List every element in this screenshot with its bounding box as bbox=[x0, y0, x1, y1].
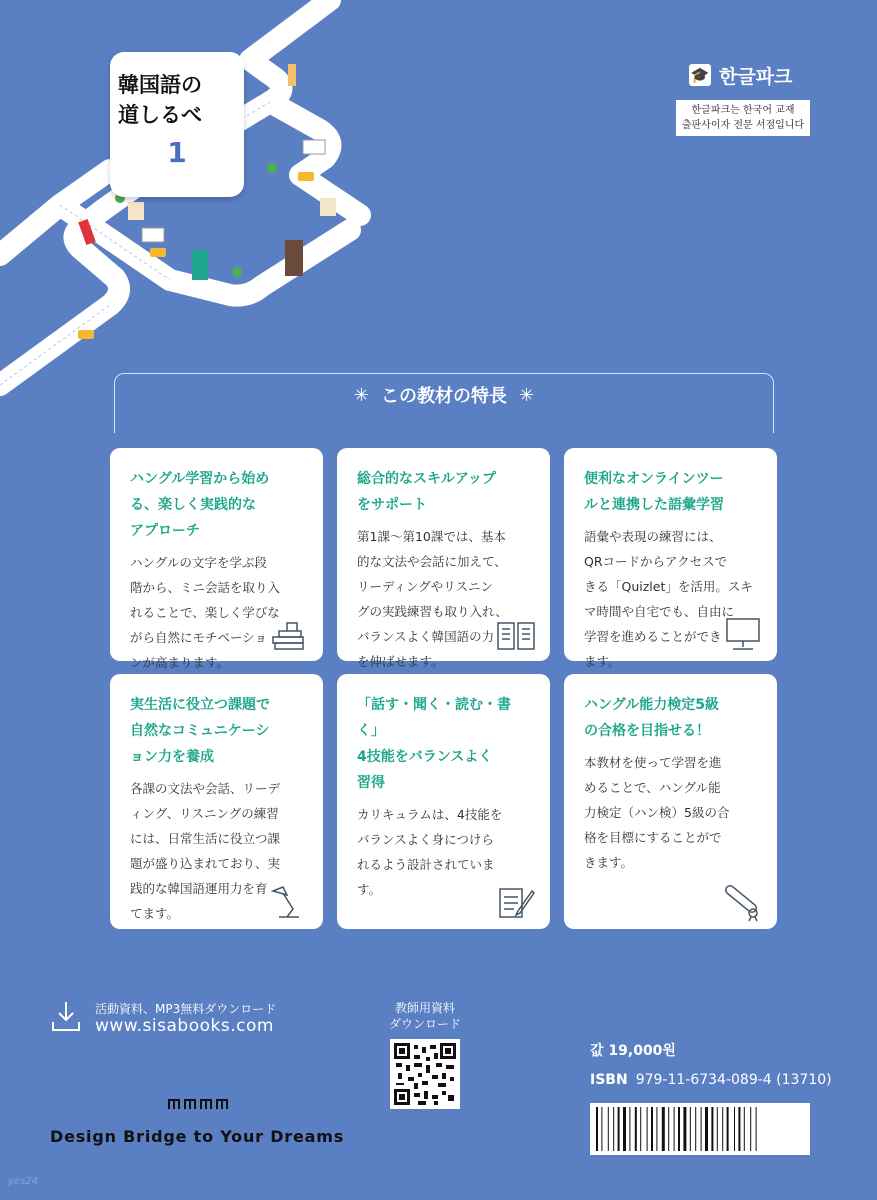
feature-card-title: ハングル学習から始め る、楽しく実践的な アプローチ bbox=[130, 471, 270, 539]
feature-card bbox=[337, 448, 550, 669]
publisher-tagline: 한글파크는 한국어 교재 출판사이자 전문 서점입니다 bbox=[676, 100, 810, 136]
book-title-line1: 韓国語の bbox=[118, 73, 202, 97]
book-title-line2: 道しるべ bbox=[118, 103, 202, 127]
barcode-bar bbox=[756, 1107, 757, 1151]
barcode-bar bbox=[695, 1107, 696, 1151]
features-heading-text: この教材の特長 bbox=[381, 386, 507, 407]
download-url[interactable]: www.sisabooks.com bbox=[95, 1016, 274, 1036]
feature-card bbox=[564, 448, 777, 669]
barcode-bar bbox=[629, 1107, 630, 1151]
barcode-bar bbox=[635, 1107, 637, 1151]
taxi-car bbox=[78, 330, 94, 339]
computer-icon bbox=[723, 615, 763, 653]
barcode-bar bbox=[601, 1107, 602, 1151]
isbn-label: ISBN bbox=[590, 1072, 628, 1088]
barcode-bar bbox=[662, 1107, 665, 1151]
book-volume: 1 bbox=[167, 136, 187, 169]
feature-card-body: ハングルの文字を学ぶ段 階から、ミニ会話を取り入 れることで、楽しく学びな がら自然にモチベーショ ンが高まります。 bbox=[130, 555, 281, 670]
barcode-bar bbox=[711, 1107, 713, 1151]
barcode-bar bbox=[734, 1107, 735, 1151]
desk-lamp-icon bbox=[269, 883, 309, 921]
barcode bbox=[590, 1103, 810, 1155]
letter-block-green bbox=[192, 250, 208, 280]
barcode-bar bbox=[744, 1107, 745, 1151]
open-book-icon bbox=[496, 615, 536, 653]
download-label: 活動資料、MP3無料ダウンロード bbox=[95, 1002, 277, 1016]
barcode-bar bbox=[613, 1107, 614, 1151]
feature-card-title: 実生活に役立つ課題で 自然なコミュニケーシ ョン力を養成 bbox=[130, 697, 270, 765]
barcode-bar bbox=[596, 1107, 598, 1151]
qr-code-image bbox=[394, 1043, 456, 1105]
barcode-bar bbox=[750, 1107, 751, 1151]
barcode-bar bbox=[738, 1107, 740, 1151]
brand-slogan: Design Bridge to Your Dreams bbox=[50, 1127, 345, 1146]
publisher-name: 한글파크 bbox=[719, 65, 793, 88]
price: 값 19,000원 bbox=[590, 1043, 676, 1059]
letter-block-yellow bbox=[288, 64, 296, 86]
sparkle-icon: ✳ bbox=[353, 384, 369, 406]
feature-card-title: 「話す・聞く・読む・書く」 4技能をバランスよく 習得 bbox=[357, 697, 511, 791]
books-icon bbox=[269, 615, 309, 653]
barcode-bar bbox=[618, 1107, 620, 1151]
qr-code[interactable] bbox=[390, 1039, 460, 1109]
isbn bbox=[590, 1072, 832, 1088]
features-heading bbox=[300, 382, 588, 408]
feature-card-title: 総合的なスキルアップ をサポート bbox=[357, 471, 496, 513]
feature-card bbox=[564, 674, 777, 929]
feature-card-body: 第1課〜第10課では、基本 的な文法や会話に加えて、 リーディングやリスニン グの実践練習も取り入れ、 バランスよく韓国語の力 を伸ばせます。 bbox=[357, 529, 508, 669]
publisher-logo bbox=[689, 62, 792, 88]
feature-card-title: ハングル能力検定5級 の合格を目指せる！ bbox=[584, 697, 720, 739]
taxi-car bbox=[150, 248, 166, 257]
barcode-bar bbox=[727, 1107, 729, 1151]
book-title-card bbox=[110, 52, 244, 197]
house bbox=[320, 198, 336, 216]
barcode-bar bbox=[705, 1107, 708, 1151]
feature-card-body: 各課の文法や会話、リーデ ィング、リスニングの練習 には、日常生活に役立つ課 題が盛り込まれており、実 践的な韓国語運用力を育 てます。 bbox=[130, 781, 281, 921]
teacher-download-label: 教師用資料 ダウンロード bbox=[388, 1001, 461, 1031]
barcode-bar bbox=[722, 1107, 723, 1151]
feature-card bbox=[337, 674, 550, 929]
barcode-bar bbox=[656, 1107, 657, 1151]
diploma-icon bbox=[723, 883, 763, 921]
brand-logo-mark bbox=[167, 1097, 237, 1111]
download-icon bbox=[50, 1000, 82, 1032]
sparkle-icon: ✳ bbox=[519, 384, 535, 406]
sign-board bbox=[142, 228, 164, 242]
barcode-bar bbox=[678, 1107, 680, 1151]
barcode-bar bbox=[623, 1107, 626, 1151]
barcode-bar bbox=[674, 1107, 675, 1151]
barcode-bar bbox=[717, 1107, 718, 1151]
barcode-bar bbox=[640, 1107, 641, 1151]
notepad-pen-icon bbox=[496, 883, 536, 921]
isbn-value: 979-11-6734-089-4 (13710) bbox=[635, 1072, 832, 1088]
feature-card-body: カリキュラムは、4技能を バランスよく身につけら れるよう設計されていま す。 bbox=[357, 807, 503, 897]
letter-block-brown bbox=[285, 240, 303, 276]
tree bbox=[232, 267, 242, 277]
feature-card bbox=[110, 674, 323, 929]
barcode-bar bbox=[651, 1107, 653, 1151]
watermark: yes24 bbox=[8, 1176, 39, 1187]
graduation-cap-icon: 🎓 bbox=[690, 66, 710, 84]
barcode-bar bbox=[608, 1107, 609, 1151]
barcode-bar bbox=[668, 1107, 669, 1151]
tree bbox=[267, 163, 277, 173]
house bbox=[128, 202, 144, 220]
barcode-bar bbox=[690, 1107, 691, 1151]
sign-board bbox=[303, 140, 325, 154]
feature-card-body: 本教材を使って学習を進 めることで、ハングル能 力検定（ハン検）5級の合 格を目標にすることがで きます。 bbox=[584, 755, 730, 870]
barcode-bar bbox=[647, 1107, 648, 1151]
taxi-car bbox=[298, 172, 314, 181]
feature-card bbox=[110, 448, 323, 670]
barcode-bar bbox=[683, 1107, 686, 1151]
feature-card-body: 語彙や表現の練習には、 QRコードからアクセスで きる「Quizlet」を活用。スキ マ時間や自宅でも、自由に 学習を進めることができ ます。 bbox=[584, 529, 753, 669]
barcode-bar bbox=[701, 1107, 702, 1151]
feature-card-title: 便利なオンラインツー ルと連携した語彙学習 bbox=[584, 471, 724, 513]
